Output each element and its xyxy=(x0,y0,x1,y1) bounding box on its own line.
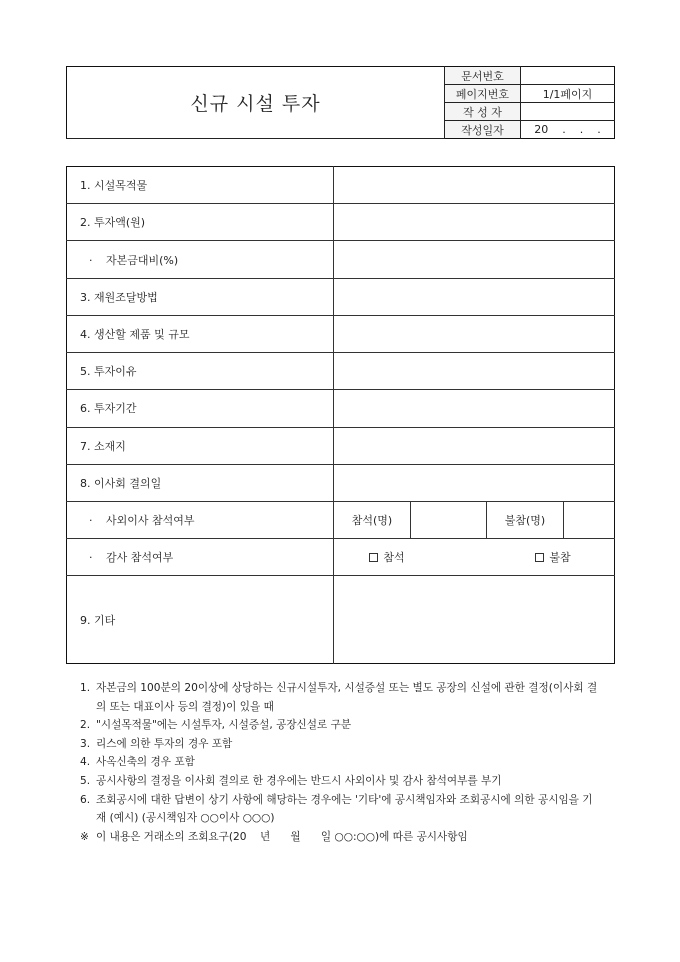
auditor-attend-option[interactable] xyxy=(369,549,404,565)
form-row xyxy=(67,167,615,204)
doc-number-value[interactable] xyxy=(521,67,615,85)
note-number: 4. xyxy=(80,756,91,769)
form-row xyxy=(67,576,615,664)
date-value[interactable]: 20 . . . xyxy=(521,121,615,139)
location-field[interactable] xyxy=(334,427,615,464)
investment-form xyxy=(66,166,615,664)
row-label-facility-object: 1. 시설목적물 xyxy=(67,167,334,204)
checkbox-icon[interactable] xyxy=(369,553,378,562)
row-label-investment-amount: 2. 투자액(원) xyxy=(67,204,334,241)
auditor-absent-option[interactable] xyxy=(535,549,570,565)
row-label-board-resolution-date: 8. 이사회 결의일 xyxy=(67,464,334,501)
note-text: 사옥신축의 경우 포함 xyxy=(96,756,195,769)
bullet: · xyxy=(89,551,93,565)
note-text: 공시사항의 결정을 이사회 결의로 한 경우에는 반드시 사외이사 및 감사 참석여부를 부기 xyxy=(96,774,502,787)
row-label-capital-ratio xyxy=(67,241,334,278)
row-label-outside-directors xyxy=(67,501,334,538)
note-number: 3. xyxy=(80,737,91,750)
auditor-absent-label: 불참 xyxy=(549,551,571,565)
note-item xyxy=(80,828,600,847)
form-row xyxy=(67,241,615,278)
document-header xyxy=(66,66,615,139)
page-number-value: 1/1페이지 xyxy=(521,85,615,103)
absent-count-label: 불참(명) xyxy=(487,501,564,538)
note-number: 2. xyxy=(80,719,91,732)
note-item xyxy=(80,753,600,772)
note-number: ※ xyxy=(80,830,89,843)
form-row xyxy=(67,539,615,576)
note-text: 리스에 의한 투자의 경우 포함 xyxy=(96,737,233,750)
date-label: 작성일자 xyxy=(445,121,521,139)
form-row xyxy=(67,353,615,390)
investment-reason-field[interactable] xyxy=(334,353,615,390)
attend-count-label: 참석(명) xyxy=(334,501,411,538)
author-label: 작 성 자 xyxy=(445,103,521,121)
form-row xyxy=(67,464,615,501)
notes-section xyxy=(80,679,600,846)
products-scale-field[interactable] xyxy=(334,315,615,352)
bullet: · xyxy=(89,253,93,267)
absent-count-field[interactable] xyxy=(564,501,615,538)
investment-period-field[interactable] xyxy=(334,390,615,427)
note-number: 1. xyxy=(80,682,91,694)
document-title: 신규 시설 투자 xyxy=(67,67,445,139)
note-text: 자본금의 100분의 20이상에 상당하는 신규시설투자, 시설증설 또는 별도 공장의 신설에 관한 결정(이사회 결의 또는 대표이사 등의 결정)이 있을 때 xyxy=(96,682,598,713)
attend-count-field[interactable] xyxy=(411,501,487,538)
form-row xyxy=(67,390,615,427)
checkbox-icon[interactable] xyxy=(535,553,544,562)
form-row xyxy=(67,204,615,241)
capital-ratio-field[interactable] xyxy=(334,241,615,278)
row-label-auditor xyxy=(67,539,334,576)
author-value[interactable] xyxy=(521,103,615,121)
note-item xyxy=(80,735,600,754)
note-text: 조회공시에 대한 답변이 상기 사항에 해당하는 경우에는 '기타'에 공시책임자와 조회공시에 의한 공시임을 기재 (예시) (공시책임자 ○○이사 ○○○) xyxy=(96,793,593,825)
auditor-attend-label: 참석 xyxy=(383,551,405,565)
funding-method-field[interactable] xyxy=(334,278,615,315)
note-item xyxy=(80,772,600,791)
form-row xyxy=(67,315,615,352)
note-item xyxy=(80,679,600,716)
row-label-investment-reason: 5. 투자이유 xyxy=(67,353,334,390)
facility-object-field[interactable] xyxy=(334,167,615,204)
outside-directors-label: 사외이사 참석여부 xyxy=(106,514,195,528)
row-label-investment-period: 6. 투자기간 xyxy=(67,390,334,427)
row-label-location: 7. 소재지 xyxy=(67,427,334,464)
auditor-label: 감사 참석여부 xyxy=(106,551,174,565)
note-item xyxy=(80,716,600,735)
form-row xyxy=(67,501,615,538)
row-label-funding-method: 3. 재원조달방법 xyxy=(67,278,334,315)
capital-ratio-label: 자본금대비(%) xyxy=(106,253,179,267)
note-text: 이 내용은 거래소의 조회요구(20 년 월 일 ○○:○○)에 따른 공시사항임 xyxy=(96,830,468,843)
row-label-other: 9. 기타 xyxy=(67,576,334,664)
bullet: · xyxy=(89,514,93,528)
form-row xyxy=(67,427,615,464)
page-number-label: 페이지번호 xyxy=(445,85,521,103)
other-field[interactable] xyxy=(334,576,615,664)
row-label-products-scale: 4. 생산할 제품 및 규모 xyxy=(67,315,334,352)
doc-number-label: 문서번호 xyxy=(445,67,521,85)
note-number: 6. xyxy=(80,793,91,806)
board-resolution-date-field[interactable] xyxy=(334,464,615,501)
auditor-options xyxy=(334,539,615,576)
note-text: "시설목적물"에는 시설투자, 시설증설, 공장신설로 구분 xyxy=(96,719,352,732)
form-row xyxy=(67,278,615,315)
investment-amount-field[interactable] xyxy=(334,204,615,241)
note-item xyxy=(80,791,600,828)
note-number: 5. xyxy=(80,774,91,787)
